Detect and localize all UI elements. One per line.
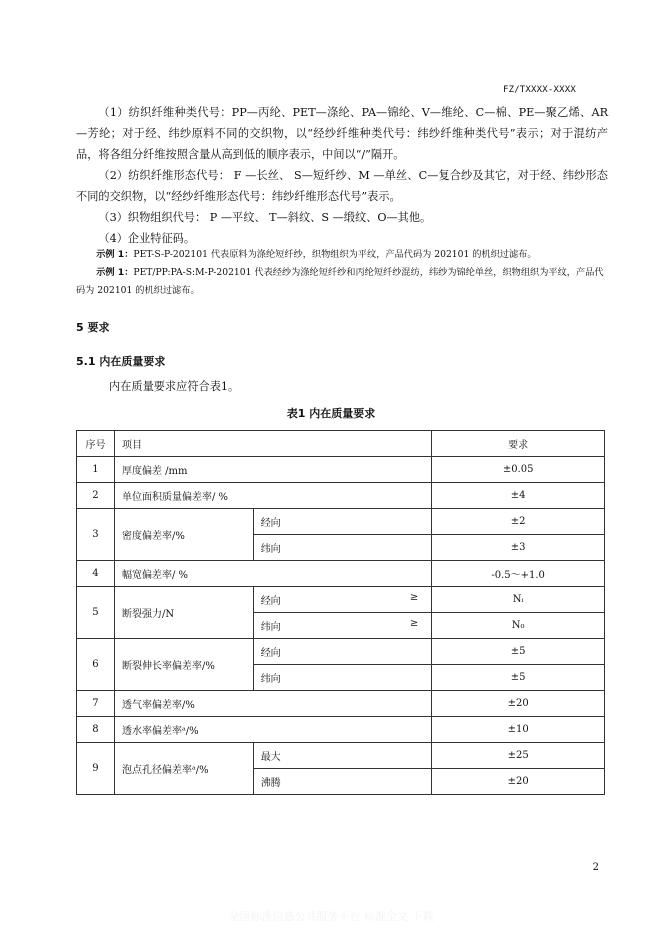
table-row	[77, 483, 605, 509]
row-subitem	[253, 587, 432, 613]
row-item: 单位面积质量偏差率/ %	[114, 483, 431, 509]
example-2-label: 示例 1：	[96, 267, 134, 278]
row-item: 密度偏差率/%	[114, 509, 253, 561]
row-subitem: 纬向	[253, 535, 432, 561]
table-row	[77, 561, 605, 587]
row-requirement: ±5	[432, 665, 605, 691]
row-requirement: ±2	[432, 509, 605, 535]
row-subitem	[253, 613, 432, 639]
paragraph-enterprise-code: （4）企业特征码。	[98, 232, 196, 245]
document-code: FZ/TXXXX-XXXX	[502, 85, 576, 95]
subitem-label: 纬向	[260, 622, 281, 633]
row-no: 4	[77, 561, 115, 587]
row-subitem: 纬向	[253, 665, 432, 691]
row-requirement: ±20	[432, 769, 605, 795]
table-row	[77, 509, 605, 535]
row-requirement: ±4	[432, 483, 605, 509]
row-item: 断裂强力/N	[114, 587, 253, 639]
paragraph-fiber-type: （1）纺织纤维种类代号：PP—丙纶、PET—涤纶、PA—锦纶、V—维纶、C—棉、PE—聚乙烯、AR—芳纶；对于经、纬纱原料不同的交织物，以“经纱纤维种类代号：纬纱纤维种类代号”表示；对于混纺产品，将各组分纤维按照含量从高到低的顺序表示，中间以“/”隔开。	[76, 106, 608, 161]
table-row	[77, 717, 605, 743]
row-item: 厚度偏差 /mm	[114, 457, 431, 483]
header-item: 项目	[114, 431, 431, 457]
section-5-1-heading: 5.1 内在质量要求	[76, 355, 166, 368]
example-1-label: 示例 1：	[96, 249, 134, 260]
row-item: 透气率偏差率/%	[114, 691, 431, 717]
header-requirement: 要求	[432, 431, 605, 457]
row-no: 7	[77, 691, 115, 717]
row-no: 9	[77, 743, 115, 795]
subitem-label: 经向	[260, 596, 281, 607]
row-requirement: ±25	[432, 743, 605, 769]
quality-requirements-table	[76, 430, 605, 795]
row-no: 3	[77, 509, 115, 561]
row-item: 断裂伸长率偏差率/%	[114, 639, 253, 691]
section-intro-text: 内在质量要求应符合表1。	[109, 380, 240, 393]
row-subitem: 经向	[253, 639, 432, 665]
example-1-text: PET-S-P-202101 代表原料为涤纶短纤纱，织物组织为平纹，产品代码为 202101 的机织过滤布。	[133, 249, 537, 260]
row-no: 5	[77, 587, 115, 639]
row-requirement: ±5	[432, 639, 605, 665]
row-requirement: -0.5～+1.0	[432, 561, 605, 587]
row-requirement: ±10	[432, 717, 605, 743]
table-row	[77, 743, 605, 769]
row-requirement: ±20	[432, 691, 605, 717]
row-no: 6	[77, 639, 115, 691]
paragraph-fiber-form: （2）纺织纤维形态代号： F —长丝、 S—短纤纱、M —单丝、C—复合纱及其它，对于经、纬纱形态不同的交织物，以“经纱纤维形态代号：纬纱纤维形态代号”表示。	[76, 169, 608, 203]
gte-symbol: ≥	[409, 618, 419, 629]
table-row	[77, 587, 605, 613]
row-no: 1	[77, 457, 115, 483]
example-1	[76, 246, 608, 264]
page-number: 2	[592, 862, 599, 873]
header-no: 序号	[77, 431, 115, 457]
row-requirement: N₀	[432, 613, 605, 639]
gte-symbol: ≥	[409, 592, 419, 603]
section-5-heading: 5 要求	[76, 321, 110, 334]
row-no: 8	[77, 717, 115, 743]
table-header-row	[77, 431, 605, 457]
example-2-text: PET/PP:PA-S:M-P-202101 代表经纱为涤纶短纤纱和丙纶短纤纱混纺，纬纱为锦纶单丝，织物组织为平纹，产品代码为 202101 的机织过滤布。	[76, 267, 604, 296]
row-subitem: 经向	[253, 509, 432, 535]
table-caption: 表1 内在质量要求	[286, 407, 376, 420]
row-no: 2	[77, 483, 115, 509]
row-requirement: ±3	[432, 535, 605, 561]
row-item: 透水率偏差率ᵃ/%	[114, 717, 431, 743]
row-requirement: ±0.05	[432, 457, 605, 483]
row-subitem: 沸腾	[253, 769, 432, 795]
row-subitem: 最大	[253, 743, 432, 769]
row-item: 泡点孔径偏差率ᵃ/%	[114, 743, 253, 795]
row-item: 幅宽偏差率/ %	[114, 561, 431, 587]
table-row	[77, 457, 605, 483]
table-row	[77, 691, 605, 717]
watermark: 全国标准信息公共服务平台 标准全文 下载	[228, 910, 434, 923]
paragraph-weave: （3）织物组织代号： P —平纹、 T—斜纹、S —缎纹、O—其他。	[98, 211, 432, 224]
example-2	[76, 264, 608, 300]
row-requirement: Nᵢ	[432, 587, 605, 613]
table-row	[77, 639, 605, 665]
